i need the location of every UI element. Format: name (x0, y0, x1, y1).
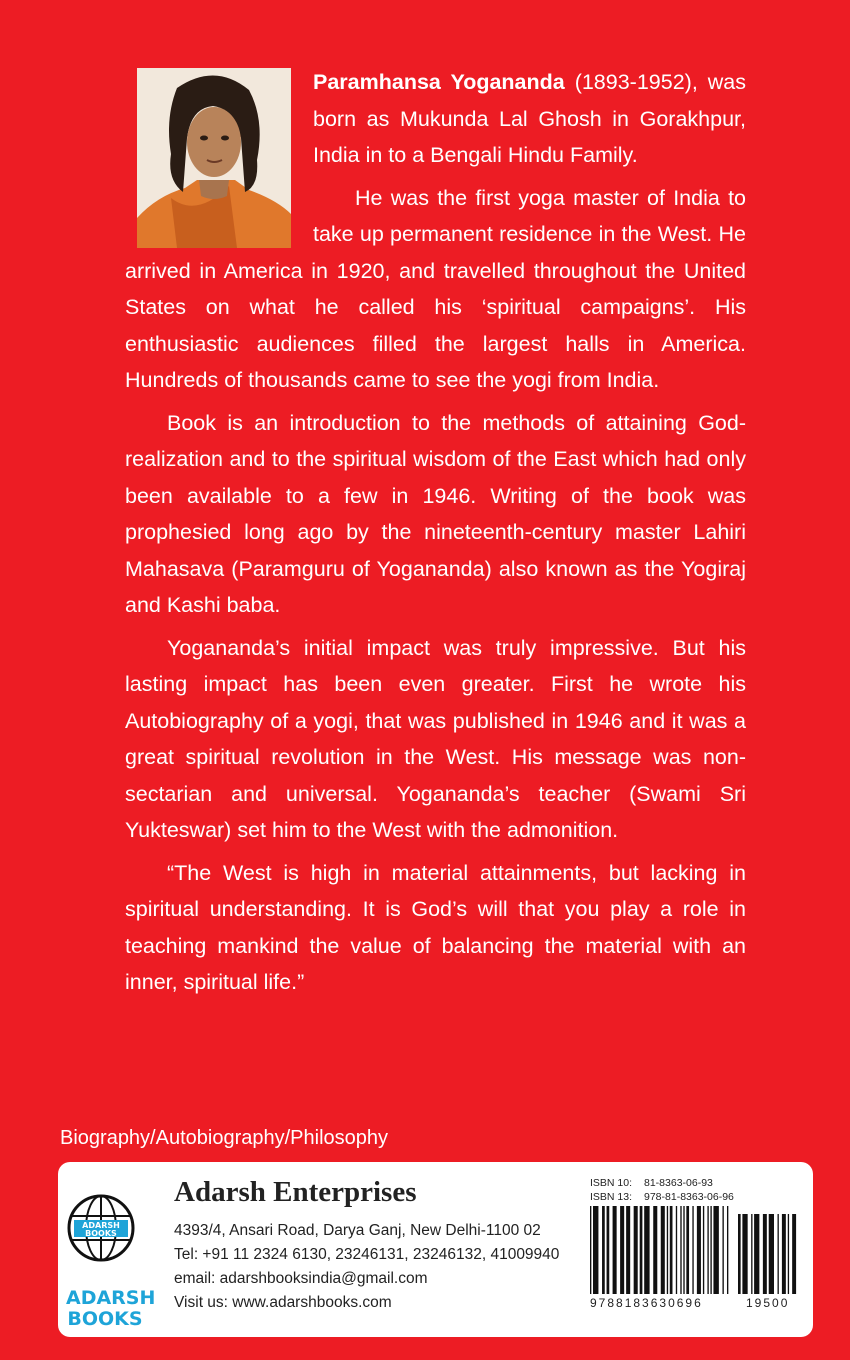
barcode-bar (792, 1214, 796, 1294)
barcode-bar (722, 1206, 723, 1294)
barcode-bar (661, 1206, 665, 1294)
isbn13-label: ISBN 13: (590, 1191, 633, 1203)
barcode-bar (727, 1206, 728, 1294)
barcode-bar (613, 1206, 617, 1294)
barcode-bar (602, 1206, 605, 1294)
barcode-main-bars (590, 1206, 730, 1294)
barcode (590, 1206, 800, 1312)
isbn-block (590, 1176, 734, 1204)
isbn10-value: 81-8363-06-93 (644, 1177, 713, 1189)
logo-line-2: BOOKS (67, 1308, 143, 1330)
barcode-bar (626, 1206, 630, 1294)
genre-label: Biography/Autobiography/Philosophy (60, 1127, 388, 1149)
publisher-logo (66, 1184, 156, 1330)
barcode-bar (683, 1206, 684, 1294)
isbn10-label: ISBN 10: (590, 1177, 633, 1189)
barcode-bar (593, 1206, 598, 1294)
publisher-name: Adarsh Enterprises (174, 1176, 417, 1208)
barcode-number: 9788183630696 (590, 1296, 703, 1310)
author-name: Paramhansa Yogananda (313, 70, 565, 94)
barcode-bar (763, 1214, 767, 1294)
barcode-bar (680, 1206, 681, 1294)
barcode-bar (590, 1206, 591, 1294)
barcode-bar (676, 1206, 677, 1294)
barcode-bar (710, 1206, 711, 1294)
barcode-bar (667, 1206, 668, 1294)
publisher-address: 4393/4, Ansari Road, Darya Ganj, New Delhi-1100 02 (174, 1222, 541, 1239)
author-bio (125, 64, 746, 1007)
barcode-addon-number: 19500 (746, 1296, 790, 1310)
bio-paragraph-5: “The West is high in material attainments, but lacking in spiritual understanding. It is God’s will that you play a role in teaching mankind the value of balancing the material with an inner, spiritual life.” (125, 860, 746, 994)
barcode-bar (686, 1206, 689, 1294)
barcode-bar (707, 1206, 708, 1294)
globe-book-icon (66, 1184, 136, 1284)
logo-wordmark (66, 1287, 156, 1330)
barcode-bar (607, 1206, 610, 1294)
barcode-bar (620, 1206, 624, 1294)
barcode-bar (769, 1214, 774, 1294)
logo-inner-text-2: BOOKS (85, 1229, 117, 1238)
logo-inner-text: ADARSH (82, 1221, 120, 1230)
publisher-panel (58, 1162, 813, 1337)
barcode-bar (754, 1214, 759, 1294)
barcode-bar (697, 1206, 701, 1294)
publisher-web: Visit us: www.adarshbooks.com (174, 1294, 392, 1311)
barcode-bar (640, 1206, 643, 1294)
barcode-bar (634, 1206, 638, 1294)
barcode-bar (742, 1214, 747, 1294)
bio-paragraph-4: Yogananda’s initial impact was truly impressive. But his lasting impact has been even greater. First he wrote his Autobiography of a yogi, that was published in 1946 and it was a great spiritual revolution in the West. His message was non-sectarian and universal. Yogananda’s teacher (Swami Sri Yukteswar) set him to the West with the admonition. (125, 635, 746, 842)
publisher-tel: Tel: +91 11 2324 6130, 23246131, 23246132, 41009940 (174, 1246, 560, 1263)
barcode-addon-bars (738, 1214, 798, 1294)
barcode-bar (778, 1214, 779, 1294)
barcode-bar (788, 1214, 789, 1294)
barcode-bar (653, 1206, 657, 1294)
bio-paragraph-1-text: (1893-1952), was born as Mukunda Lal Ghosh in Gorakhpur, India in to a Bengali Hindu Family. (313, 70, 746, 167)
publisher-contact (174, 1219, 559, 1315)
bio-paragraph-2: He was the first yoga master of India to take up permanent residence in the West. He arrived in America in 1920, and travelled throughout the United States on what he called his ‘spiritual campaigns’. His enthusiastic audiences filled the largest halls in America. Hundreds of thousands came to see the yogi from India. (125, 185, 746, 392)
barcode-bar (713, 1206, 718, 1294)
barcode-bar (751, 1214, 752, 1294)
barcode-bar (670, 1206, 673, 1294)
barcode-bar (738, 1214, 741, 1294)
barcode-bar (703, 1206, 704, 1294)
logo-line-1: ADARSH (66, 1287, 156, 1309)
portrait-spacer (125, 64, 313, 250)
bio-paragraph-3: Book is an introduction to the methods of attaining God-realization and to the spiritual wisdom of the East which had only been available to a few in 1946. Writing of the book was prophesied long ago by the nineteenth-century master Lahiri Mahasava (Paramguru of Yogananda) also known as the Yogiraj and Kashi baba. (125, 410, 746, 617)
barcode-bar (782, 1214, 786, 1294)
barcode-bar (692, 1206, 693, 1294)
barcode-bar (644, 1206, 649, 1294)
isbn13-value: 978-81-8363-06-96 (644, 1191, 734, 1203)
publisher-email: email: adarshbooksindia@gmail.com (174, 1270, 428, 1287)
